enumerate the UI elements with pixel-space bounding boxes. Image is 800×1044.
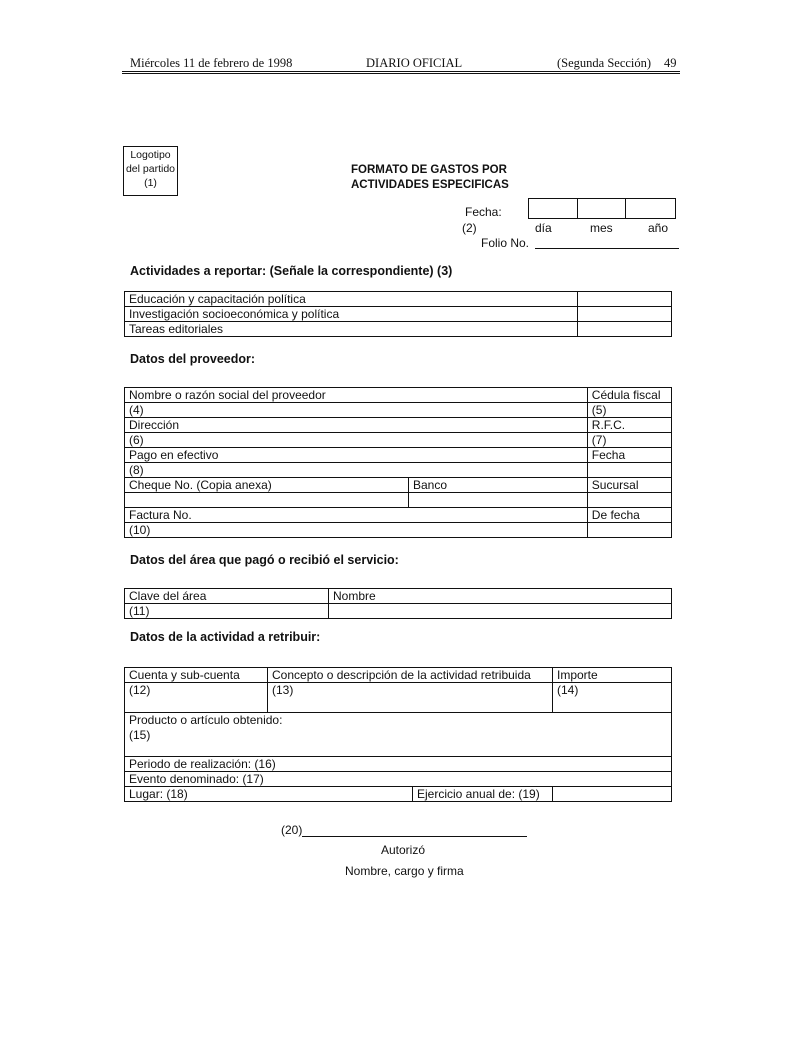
proveedor-rfc-label: R.F.C. bbox=[587, 418, 671, 433]
fecha-mes-label: mes bbox=[590, 221, 613, 235]
header-rule bbox=[122, 71, 680, 74]
proveedor-table bbox=[124, 387, 672, 538]
actividad-periodo-field[interactable]: Periodo de realización: (16) bbox=[125, 757, 672, 772]
fecha-year-box[interactable] bbox=[625, 198, 676, 219]
activity-check-3[interactable] bbox=[578, 322, 672, 337]
proveedor-de-fecha-label: De fecha bbox=[587, 508, 671, 523]
proveedor-nombre-label: Nombre o razón social del proveedor bbox=[125, 388, 588, 403]
actividad-producto-ref: (15) bbox=[129, 728, 151, 742]
actividad-producto-field[interactable] bbox=[125, 713, 672, 757]
proveedor-cheque-label: Cheque No. (Copia anexa) bbox=[125, 478, 409, 493]
actividad-lugar-field[interactable]: Lugar: (18) bbox=[125, 787, 413, 801]
actividad-cuenta-field[interactable]: (12) bbox=[125, 683, 268, 713]
fecha-dia-label: día bbox=[535, 221, 552, 235]
fecha-label: Fecha: bbox=[465, 205, 502, 219]
proveedor-de-fecha-field[interactable] bbox=[587, 523, 671, 538]
proveedor-heading: Datos del proveedor: bbox=[130, 352, 256, 366]
proveedor-factura-field[interactable]: (10) bbox=[125, 523, 588, 538]
folio-input-line[interactable] bbox=[535, 248, 679, 249]
actividad-cuenta-label: Cuenta y sub-cuenta bbox=[125, 668, 268, 683]
form-title bbox=[351, 163, 509, 193]
activity-label-2: Investigación socioeconómica y política bbox=[125, 307, 578, 322]
logo-line-2: del partido bbox=[125, 163, 176, 175]
logo-placeholder bbox=[123, 146, 178, 196]
area-clave-label: Clave del área bbox=[125, 589, 329, 604]
actividad-evento-field[interactable]: Evento denominado: (17) bbox=[125, 772, 672, 787]
proveedor-cedula-label: Cédula fiscal bbox=[587, 388, 671, 403]
fecha-anio-label: año bbox=[648, 221, 669, 235]
folio-label: Folio No. bbox=[481, 236, 530, 250]
fecha-day-box[interactable] bbox=[528, 198, 578, 219]
actividad-ejercicio-field[interactable]: Ejercicio anual de: (19) bbox=[417, 787, 540, 801]
header-publication: DIARIO OFICIAL bbox=[366, 56, 463, 70]
actividad-concepto-field[interactable]: (13) bbox=[268, 683, 553, 713]
activity-row-2 bbox=[125, 307, 672, 322]
actividad-importe-field[interactable]: (14) bbox=[553, 683, 672, 713]
actividad-lugar-spacer bbox=[553, 787, 672, 802]
logo-line-3: (1) bbox=[144, 177, 157, 189]
activities-table bbox=[124, 291, 672, 337]
proveedor-factura-label: Factura No. bbox=[125, 508, 588, 523]
header-section: (Segunda Sección) bbox=[557, 56, 652, 70]
proveedor-banco-field[interactable] bbox=[409, 493, 588, 508]
actividad-table bbox=[124, 667, 672, 802]
signature-autorizo: Autorizó bbox=[381, 843, 426, 857]
activities-heading: Actividades a reportar: (Señale la correspondiente) (3) bbox=[130, 264, 453, 278]
area-nombre-label: Nombre bbox=[329, 589, 672, 604]
activity-label-3: Tareas editoriales bbox=[125, 322, 578, 337]
logo-line-1: Logotipo bbox=[130, 149, 171, 161]
actividad-producto-label: Producto o artículo obtenido: bbox=[129, 713, 283, 727]
area-clave-field[interactable]: (11) bbox=[125, 604, 329, 619]
proveedor-direccion-label: Dirección bbox=[125, 418, 588, 433]
fecha-ref: (2) bbox=[462, 221, 477, 235]
proveedor-banco-label: Banco bbox=[409, 478, 588, 493]
actividad-importe-label: Importe bbox=[553, 668, 672, 683]
area-nombre-field[interactable] bbox=[329, 604, 672, 619]
signature-nombre-cargo: Nombre, cargo y firma bbox=[345, 864, 464, 878]
fecha-month-box[interactable] bbox=[577, 198, 626, 219]
proveedor-direccion-field[interactable]: (6) bbox=[125, 433, 588, 448]
form-title-line-2: ACTIVIDADES ESPECIFICAS bbox=[351, 179, 509, 191]
activity-row-1 bbox=[125, 292, 672, 307]
actividad-concepto-label: Concepto o descripción de la actividad retribuida bbox=[268, 668, 553, 683]
activity-check-2[interactable] bbox=[578, 307, 672, 322]
proveedor-nombre-field[interactable]: (4) bbox=[125, 403, 588, 418]
actividad-heading: Datos de la actividad a retribuir: bbox=[130, 630, 321, 644]
header-date: Miércoles 11 de febrero de 1998 bbox=[130, 56, 293, 70]
signature-line[interactable] bbox=[302, 836, 527, 837]
actividad-lugar-row bbox=[125, 787, 553, 802]
activity-label-1: Educación y capacitación política bbox=[125, 292, 578, 307]
area-table bbox=[124, 588, 672, 619]
proveedor-sucursal-label: Sucursal bbox=[587, 478, 671, 493]
proveedor-fecha-field[interactable] bbox=[587, 463, 671, 478]
form-title-line-1: FORMATO DE GASTOS POR bbox=[351, 164, 507, 176]
area-heading: Datos del área que pagó o recibió el servicio: bbox=[130, 553, 399, 567]
proveedor-fecha-label: Fecha bbox=[587, 448, 671, 463]
proveedor-cheque-field[interactable] bbox=[125, 493, 409, 508]
proveedor-sucursal-field[interactable] bbox=[587, 493, 671, 508]
proveedor-pago-label: Pago en efectivo bbox=[125, 448, 588, 463]
proveedor-rfc-field[interactable]: (7) bbox=[587, 433, 671, 448]
signature-ref: (20) bbox=[281, 823, 303, 837]
activity-check-1[interactable] bbox=[578, 292, 672, 307]
header-page-number: 49 bbox=[664, 56, 677, 70]
proveedor-pago-field[interactable]: (8) bbox=[125, 463, 588, 478]
activity-row-3 bbox=[125, 322, 672, 337]
proveedor-cedula-field[interactable]: (5) bbox=[587, 403, 671, 418]
